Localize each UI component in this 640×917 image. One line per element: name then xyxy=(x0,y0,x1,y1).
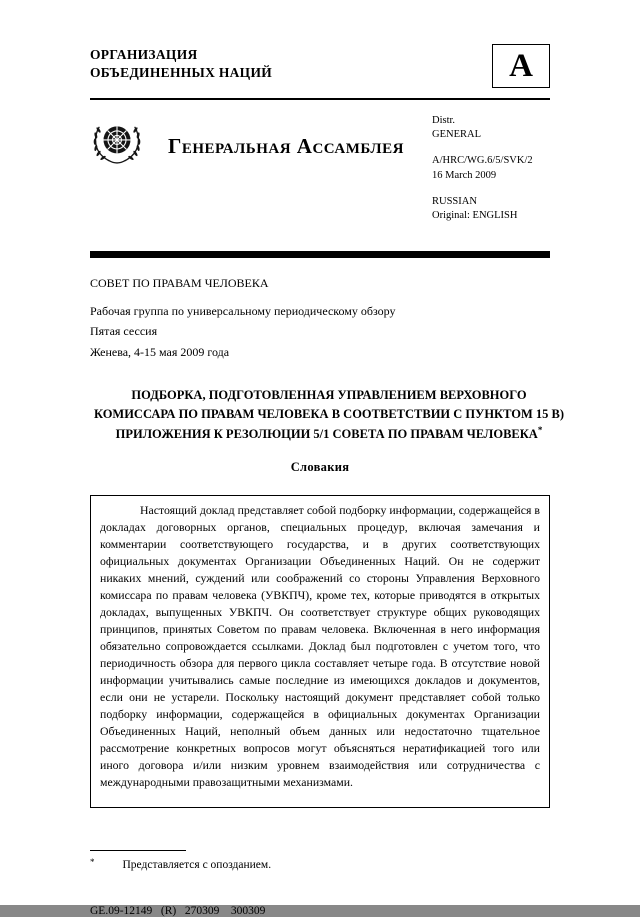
council-name: СОВЕТ ПО ПРАВАМ ЧЕЛОВЕКА xyxy=(90,276,269,291)
organization-name xyxy=(90,46,272,82)
footnote-divider xyxy=(90,850,186,851)
summary-paragraph: Настоящий доклад представляет собой подборку информации, содержащейся в докладах договорных органов, специальных процедур, включая замечания и комментарии соответствующего государства, и в других соответствующих официальных документах Организации Объединенных Наций. Он не содержит никаких мнений, суждений или соображений со стороны Управления Верховного комиссара по правам человека (УВКПЧ), кроме тех, которые приводятся в открытых докладах, выпущенных УВКПЧ. Он соответствует структуре общих руководящих принципов, принятых Советом по правам человека. Включенная в него информация обязательно сопровождается ссылками. Доклад был подготовлен с учетом того, что периодичность обзора для первого цикла составляет четыре года. В отсутствие новой информации учитывались самые последние из имеющихся докладов и документов, если они не устарели. Поскольку настоящий документ представляет собой только подборку информации, содержащейся в официальных документах Организации Объединенных Наций, неполный объем данных или недостаточно тщательное рассмотрение конкретных вопросов могут объясняться нератификацией того или иного договора и/или низким уровнем взаимодействия или сотрудничества с международными правозащитными механизмами. xyxy=(100,502,540,789)
venue-line: Женева, 4-15 мая 2009 года xyxy=(90,344,230,359)
assembly-title: Генеральная Ассамблея xyxy=(168,134,404,158)
document-date: 16 March 2009 xyxy=(432,169,497,181)
working-group-line: Рабочая группа по универсальному периодическому обзору xyxy=(90,303,396,318)
distr-value: GENERAL xyxy=(432,129,481,141)
document-original-language: Original: ENGLISH xyxy=(432,209,518,221)
distribution-block xyxy=(432,112,550,235)
un-emblem-icon xyxy=(90,120,144,172)
symbol-group xyxy=(432,154,550,182)
organization-name-line2: ОБЪЕДИНЕННЫХ НАЦИЙ xyxy=(90,65,273,81)
document-title-text: ПОДБОРКА, ПОДГОТОВЛЕННАЯ УПРАВЛЕНИЕМ ВЕРХОВНОГО КОМИССАРА ПО ПРАВАМ ЧЕЛОВЕКА В СООТВЕТСТВИИ С ПУНКТОМ 15 В) ПРИЛОЖЕНИЯ К РЕЗОЛЮЦИИ 5/1 СОВЕТА ПО ПРАВАМ ЧЕЛОВЕКА xyxy=(93,388,565,442)
footnote-area xyxy=(90,850,550,871)
document-series-letter: A xyxy=(509,47,533,84)
masthead xyxy=(90,112,550,235)
summary-box xyxy=(90,495,550,808)
session-number-line: Пятая сессия xyxy=(90,324,158,339)
session-block xyxy=(90,276,550,360)
language-group xyxy=(432,195,550,223)
organization-name-line1: ОРГАНИЗАЦИЯ xyxy=(90,47,198,62)
masthead-bar xyxy=(90,251,550,258)
header-divider xyxy=(90,98,550,100)
document-title xyxy=(90,386,568,443)
document-symbol: A/HRC/WG.6/5/SVK/2 xyxy=(432,155,533,167)
footnote-text: Представляется с опозданием. xyxy=(122,858,272,871)
footnote-marker: * xyxy=(90,856,95,867)
document-reference-footer: GE.09-12149 (R) 270309 300309 xyxy=(90,904,266,917)
document-language: RUSSIAN xyxy=(432,195,477,207)
document-header xyxy=(90,46,550,88)
title-footnote-marker: * xyxy=(537,424,543,435)
document-series-letter-box xyxy=(492,44,550,88)
distr-label: Distr. xyxy=(432,115,456,126)
footnote xyxy=(90,856,550,871)
distribution-group xyxy=(432,114,550,142)
country-name: Словакия xyxy=(290,459,350,474)
